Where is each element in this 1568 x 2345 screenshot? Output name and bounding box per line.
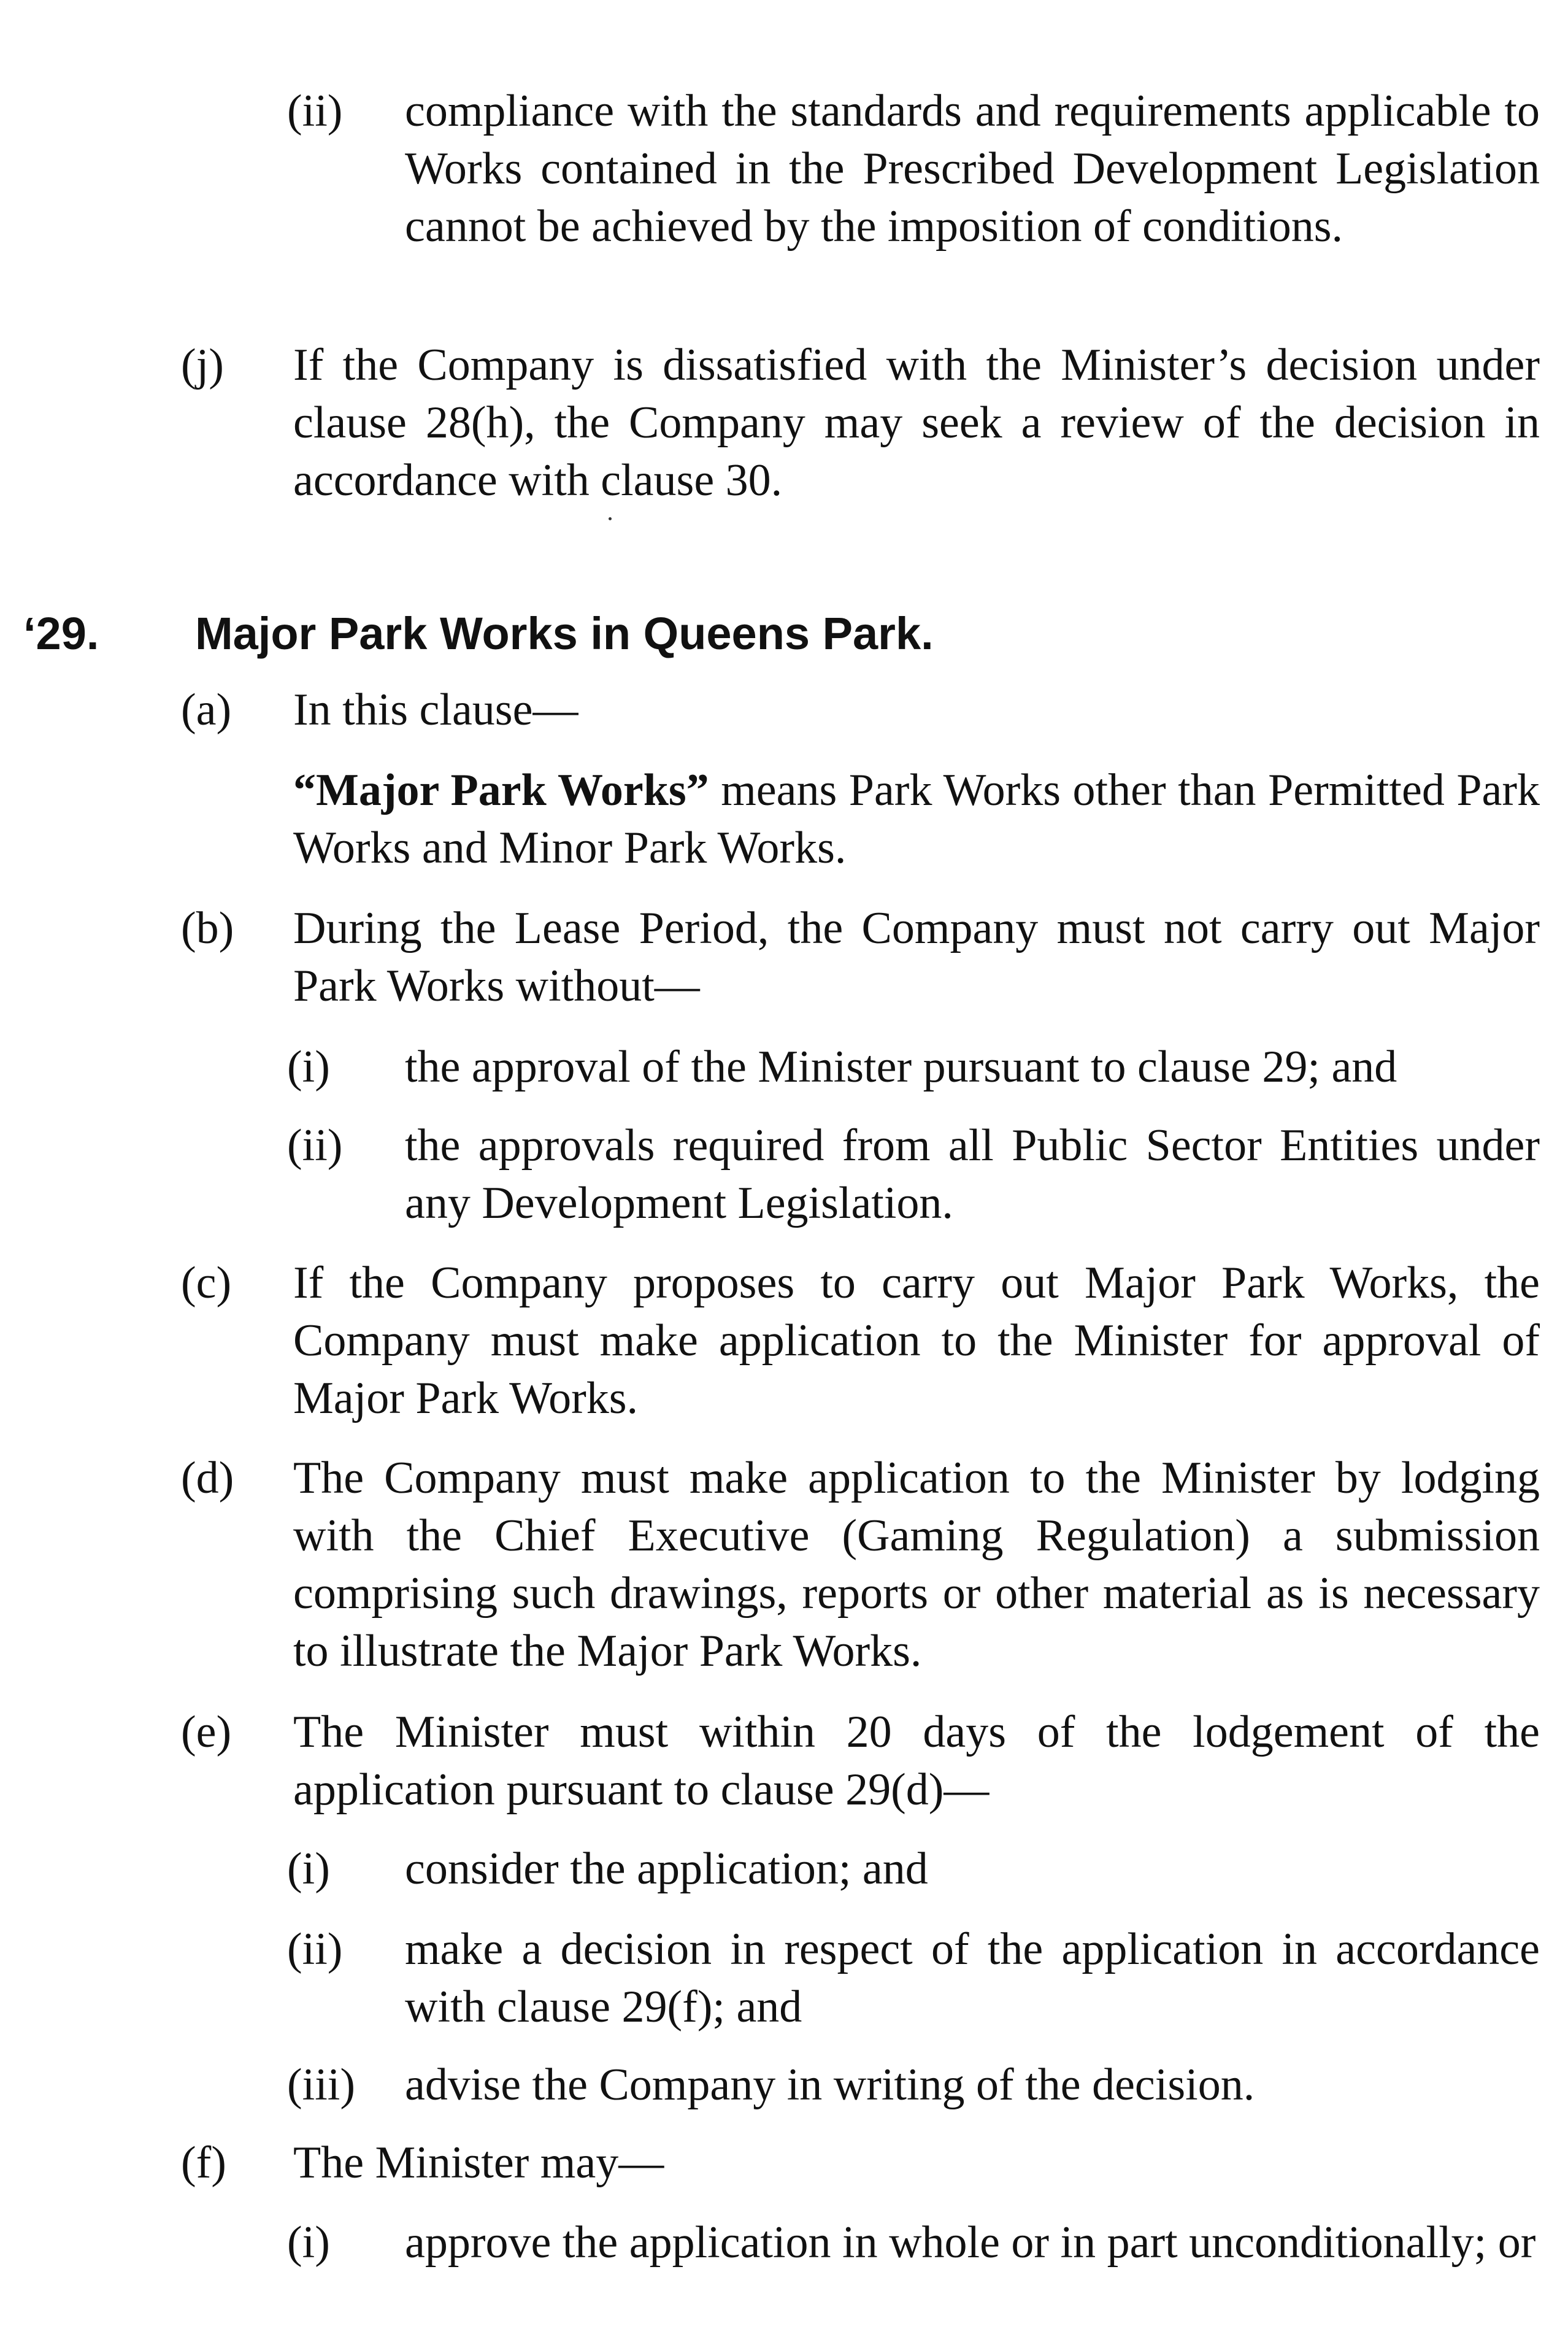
item-marker: (ii) [287, 1924, 343, 1974]
item-text: approve the application in whole or in part unconditionally; or [405, 2217, 1536, 2268]
item-marker: (i) [287, 1844, 330, 1894]
subclause-marker: (f) [181, 2138, 226, 2188]
item-text: advise the Company in writing of the decision. [405, 2060, 1255, 2110]
stray-mark [609, 517, 612, 520]
clause-title: Major Park Works in Queens Park. [195, 608, 934, 659]
definition-term: “Major Park Works” [293, 765, 709, 815]
subclause-text: In this clause— [293, 685, 578, 735]
clause-number: ‘29. [23, 608, 99, 659]
subclause-text: The Minister must within 20 days of the lodgement of the application pursuant to clause 29(d)— [293, 1707, 1540, 1815]
subclause-text: The Minister may— [293, 2138, 664, 2188]
subclause-marker: (j) [181, 340, 224, 390]
item-marker: (iii) [287, 2060, 355, 2110]
item-text: make a decision in respect of the application in accordance with clause 29(f); and [405, 1924, 1540, 2032]
subclause-text: If the Company proposes to carry out Major Park Works, the Company must make application to the Minister for approval of Major Park Works. [293, 1258, 1540, 1423]
item-text: the approvals required from all Public Sector Entities under any Development Legislation. [405, 1120, 1540, 1228]
item-marker: (i) [287, 1042, 330, 1092]
item-text: consider the application; and [405, 1844, 928, 1894]
subclause-text: If the Company is dissatisfied with the Minister’s decision under clause 28(h), the Company may seek a review of the decision in accordance with clause 30. [293, 340, 1540, 506]
subclause-marker: (e) [181, 1707, 232, 1757]
subclause-marker: (d) [181, 1453, 234, 1503]
subclause-text: The Company must make application to the Minister by lodging with the Chief Executive (Gaming Regulation) a submission comprising such drawings, reports or other material as is necessary to illustrate the Major Park Works. [293, 1453, 1540, 1676]
item-text: compliance with the standards and requirements applicable to Works contained in the Prescribed Development Legislation cannot be achieved by the imposition of conditions. [405, 86, 1540, 252]
item-marker: (i) [287, 2217, 330, 2268]
item-text: the approval of the Minister pursuant to clause 29; and [405, 1042, 1397, 1092]
subclause-text: During the Lease Period, the Company must not carry out Major Park Works without— [293, 903, 1540, 1011]
subclause-marker: (c) [181, 1258, 232, 1308]
definition-text: means Park Works other than Permitted Park Works and Minor Park Works. [293, 765, 1540, 873]
item-marker: (ii) [287, 1120, 343, 1171]
definition [293, 761, 1540, 877]
subclause-marker: (b) [181, 903, 234, 953]
item-marker: (ii) [287, 86, 343, 136]
subclause-marker: (a) [181, 685, 232, 735]
